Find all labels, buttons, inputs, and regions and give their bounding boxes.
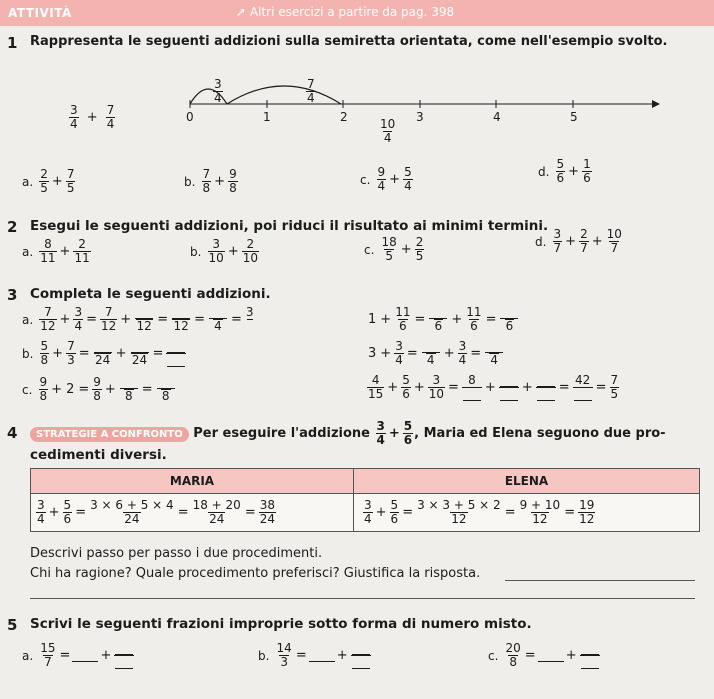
section-title: ATTIVITÀ [8, 6, 72, 20]
ex3-right-2: 3 + $\frac{3}{4}$ = 4 + $\frac{3}{4}$ = 4 [366, 340, 505, 367]
header-note: ➚ Altri esercizi a partire da pag. 398 [236, 5, 455, 19]
elena-procedure: $\frac{3}{4}$ + $\frac{5}{6}$ = $\frac{3 \times 3 + 5 \times 2}{12}$ = $\frac{9 + 10}{12}$ = $\frac{19}{12}$ [354, 494, 700, 532]
ex1-instruction: Rappresenta le seguenti addizioni sulla semiretta orientata, come nell'esempio svolto. [30, 34, 668, 49]
ex1-example: $\frac{3}{4}$ + $\frac{7}{4}$ [70, 103, 115, 131]
tick-0: 0 [186, 110, 194, 124]
line-frac-2: $\frac{7}{4}$ [307, 77, 315, 105]
ex4-intro: STRATEGIE A CONFRONTO Per eseguire l'addizione $\frac{3}{4}$ + $\frac{5}{6}$ , Maria ed Elena seguono due pro- [30, 420, 666, 447]
ex4-intro-cont: cedimenti diversi. [30, 447, 167, 463]
answer-line-2[interactable] [30, 598, 695, 599]
tick-3: 3 [416, 110, 424, 124]
ex2-number: 2 [7, 218, 18, 236]
ex3-item-a: a. $\frac{7}{12}$ + $\frac{3}{4}$ = $\frac{7}{12}$ + 12 = 12 = 4 = 3 [22, 305, 254, 333]
tick-1: 1 [263, 110, 271, 124]
elena-header: ELENA [354, 469, 700, 494]
ex1-item-c: c. $\frac{9}{4}$ + $\frac{5}{4}$ [360, 165, 412, 193]
ex4-number: 4 [7, 424, 18, 442]
ex1-item-d: d. $\frac{5}{6}$ + $\frac{1}{6}$ [538, 157, 591, 185]
arrow-icon: ➚ [236, 5, 247, 19]
ex4-question-2: Chi ha ragione? Quale procedimento preferisci? Giustifica la risposta. [30, 566, 481, 581]
ex2-instruction: Esegui le seguenti addizioni, poi riduci il risultato ai minimi termini. [30, 218, 549, 234]
answer-line-1[interactable] [505, 580, 695, 581]
ex3-number: 3 [7, 286, 18, 304]
maria-header: MARIA [31, 469, 354, 494]
line-frac-1: $\frac{3}{4}$ [214, 77, 222, 105]
ex3-item-b: b. $\frac{5}{8}$ + $\frac{7}{3}$ = 24 + 24 = [22, 340, 187, 367]
ex3-right-3: $\frac{4}{15}$ + $\frac{5}{6}$ + $\frac{3}{10}$ = 8 + + = 42 = $\frac{7}{5}$ [368, 373, 619, 401]
ex2-item-c: c. $\frac{18}{5}$ + $\frac{2}{5}$ [364, 235, 424, 263]
ex5-instruction: Scrivi le seguenti frazioni improprie sotto forma di numero misto. [30, 616, 532, 632]
ex1-item-b: b. $\frac{7}{8}$ + $\frac{9}{8}$ [184, 167, 237, 195]
number-line [180, 62, 670, 162]
ex2-item-b: b. $\frac{3}{10}$ + $\frac{2}{10}$ [190, 237, 258, 265]
ex4-question-1: Descrivi passo per passo i due procedimenti. [30, 546, 323, 561]
ex5-item-b: b. $\frac{14}{3}$ = + [258, 642, 372, 669]
tick-5: 5 [570, 110, 578, 124]
ex5-number: 5 [7, 616, 18, 634]
ex1-number: 1 [7, 34, 18, 52]
ex3-instruction: Completa le seguenti addizioni. [30, 286, 271, 302]
ex2-item-d: d. $\frac{3}{7}$ + $\frac{2}{7}$ + $\frac{10}{7}$ [535, 227, 622, 255]
ex5-item-c: c. $\frac{20}{8}$ = + [488, 642, 601, 669]
strategy-table [30, 468, 700, 532]
strategy-badge: STRATEGIE A CONFRONTO [30, 427, 189, 442]
line-frac-3: $\frac{10}{4}$ [380, 117, 396, 145]
ex3-item-c: c. $\frac{9}{8}$ + 2 = $\frac{9}{8}$ + 8 = 8 [22, 376, 177, 403]
ex5-item-a: a. $\frac{15}{7}$ = + [22, 642, 135, 669]
tick-4: 4 [493, 110, 501, 124]
maria-procedure: $\frac{3}{4}$ + $\frac{5}{6}$ = $\frac{3 \times 6 + 5 \times 4}{24}$ = $\frac{18 + 20}{24}$ = $\frac{38}{24}$ [31, 494, 354, 532]
ex2-item-a: a. $\frac{8}{11}$ + $\frac{2}{11}$ [22, 237, 90, 265]
tick-2: 2 [340, 110, 348, 124]
ex3-right-1: 1 + $\frac{11}{6}$ = 6 + $\frac{11}{6}$ = 6 [366, 306, 520, 333]
ex1-item-a: a. $\frac{2}{5}$ + $\frac{7}{5}$ [22, 167, 75, 195]
